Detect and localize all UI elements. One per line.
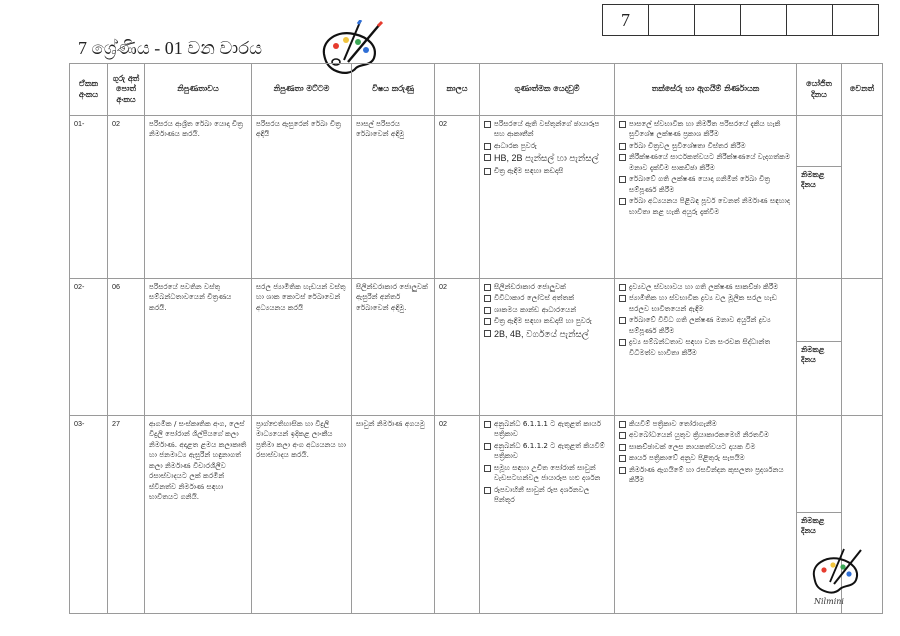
list-item: අනුබන්ධ 6.1.1.2 ට ඇතුළත් කියවීම් පත්‍රිකාව [484, 441, 610, 462]
list-item: රේඛාවේ විවිධ ගති ලක්ෂණ මනාව අයුරින් ද්‍රව්‍ය සම්පූර්ණ කිරීම [619, 315, 792, 336]
list-item: කියවීම් පත්‍රිකාව තෝරාගැනීම [619, 419, 792, 429]
competency-level-cell: ප්‍රාග්ඓතිහාසික හා විදුලි මාධ්‍යයෙන් ඉදිකළ ලාංකීය ප්‍රතිමා කලා අංග අධ්‍යයනය හා රසාස්වාදය කරයි. [252, 416, 352, 614]
page-number: 7 [602, 4, 649, 36]
table-header-row [70, 64, 883, 116]
competency-level-cell: පරිසරය ඇසුරෙන් රේඛා චිත්‍ර අඳියි [252, 116, 352, 279]
page-number-boxes [603, 4, 879, 36]
list-item: අවබෝධයෙන් යුතුව ක්‍රියාකාරකමෙහි නිරතවීම [619, 430, 792, 440]
quality-inputs-cell [480, 416, 615, 614]
unit-number: 02- [70, 279, 108, 416]
assessment-criteria-cell [615, 116, 797, 279]
signature-text: Nilmini [814, 597, 844, 606]
list-item: අනුබන්ධ 6.1.1.1 ට ඇතුළත් කාර්ය පත්‍රිකාව [484, 419, 610, 440]
page-title: 7 ශ්‍රේණිය - 01 වන වාරය [78, 38, 263, 58]
list-item: ජ්‍යාමිතික හා ස්වභාවික ද්‍රව්‍ය වල මූලික සරල හැඩ සරලව භාවිතයෙන් ඇඳීම [619, 293, 792, 314]
other-cell [842, 116, 883, 279]
list-item: කාර්ය පත්‍රිකාවේ අනුව පිළිතුරු සැපයීම [619, 453, 792, 463]
completed-date-label: නිමකළ දිනය [797, 341, 841, 368]
empty-box [786, 4, 833, 36]
empty-box [832, 4, 879, 36]
empty-box [694, 4, 741, 36]
competency-cell: පරිසරය ආශ්‍රිත රේඛා යොදා චිත්‍ර නිර්මාණය කරයි. [145, 116, 252, 279]
column-header: තක්සේරු හා ඇගයීම් නිර්ණායක [615, 64, 797, 116]
column-header: ඒකක අංකය [70, 64, 108, 116]
list-item: සාකච්ඡාවක් ලෙස නායකත්වයට දායක වීම [619, 442, 792, 452]
list-item: සමූහ සඳහා උචිත පෝරාන් සාවුන් වැඩසටහන්වල ජායාරූප හළු දර්ශන [484, 463, 610, 484]
lesson-plan-table [69, 63, 883, 614]
assessment-criteria-cell [615, 416, 797, 614]
proposed-date-cell [797, 116, 842, 279]
assessment-criteria-cell [615, 279, 797, 416]
competency-cell: පරිසරයේ පවතින වස්තු සම්බන්ධතාවයෙන් චිත්‍රණය කරයි. [145, 279, 252, 416]
teacher-guide-number: 06 [108, 279, 145, 416]
list-item: ආධාරක පුවරු [484, 141, 610, 151]
list-item: HB, 2B පැන්සල් හා පැන්සල් [484, 152, 610, 165]
list-item: රූපවාහිනී සාවුන් රූප දර්ශනවල පින්තූර [484, 485, 610, 506]
list-item: ද්‍රව්‍ය සම්බන්ධතාව සඳහා වන සංරචක සිද්ධාන්ත විධිමත්ව භාවිතා කිරීම [619, 337, 792, 358]
column-header: ගුරු අත් පොත් අංකය [108, 64, 145, 116]
teacher-guide-number: 02 [108, 116, 145, 279]
list-item: නිර්මාණ ඇගයීමේ හා රසවින්දන කුසලතා ප්‍රදර්ශනය කිරීම [619, 465, 792, 486]
column-header: විෂය කරුණු [352, 64, 435, 116]
list-item: විවිධාකාර ලෝටස් අත්තක් [484, 293, 610, 303]
column-header: කාලය [435, 64, 480, 116]
list-item: රේඛාවේ ගති ලක්ෂණ යොදා ගනිමින් රේඛා චිත්‍ර සම්පූර්ණ කිරීම [619, 174, 792, 195]
table-row [70, 279, 883, 416]
list-item: නිරීක්ෂණයේ සාර්ථකත්වයට නිරීක්ෂණයේ වැදගත්කම මනාව දැක්වීම සාකච්ඡා කිරීම [619, 152, 792, 173]
unit-number: 03- [70, 416, 108, 614]
list-item: ශාකමය කාන්ඩ ආධාරයෙන් [484, 305, 610, 315]
list-item: චිත්‍ර ඇඳීම සඳහා කඩදාසි [484, 166, 610, 176]
list-item: පාසලේ ස්වභාවික හා නිර්මිත පරිසරයේ දැකිය හැකි සුවිශේෂ ලක්ෂණ ප්‍රකාශ කිරීම [619, 119, 792, 140]
completed-date-label: නිමකළ දිනය [797, 166, 841, 193]
subject-content-cell: පාසල් පරිසරය රේඛාවෙන් අඳිමු [352, 116, 435, 279]
empty-box [648, 4, 695, 36]
table-row [70, 116, 883, 279]
column-header: නිපුණතාවය [145, 64, 252, 116]
column-header: වෙනත් [842, 64, 883, 116]
empty-box [740, 4, 787, 36]
list-item: චිත්‍ර ඇඳීම සඳහා කඩදාසි හා පුවරු [484, 316, 610, 326]
list-item: ද්‍රව්‍යවල ස්වභාවය හා ගති ලක්ෂණ සාකච්ඡා කිරීම [619, 282, 792, 292]
column-header: ගුණාත්මක යෙදවුම් [480, 64, 615, 116]
teacher-guide-number: 27 [108, 416, 145, 614]
subject-content-cell: සිලින්ඩරාකාර ජොලුවක් ඇසුරින් අන්තර් රේඛාවෙන් අඳිමු. [352, 279, 435, 416]
quality-inputs-cell [480, 279, 615, 416]
table-row [70, 416, 883, 614]
competency-level-cell: සරල ජ්‍යාමිතික හැඩයන් වස්තු හා ශාක කොටස් රේඛාවෙන් අධ්‍යයනය කරයි [252, 279, 352, 416]
unit-number: 01- [70, 116, 108, 279]
proposed-date-cell [797, 279, 842, 416]
quality-inputs-cell [480, 116, 615, 279]
list-item: රේඛා අධ්‍යයනය පිළිබඳ පූර්ව වෙනත් නිර්මාණ සඳහාද භාවිතා කළ හැකි අයුරු දැක්වීම [619, 196, 792, 217]
column-header: යෝජිත දිනය [797, 64, 842, 116]
other-cell [842, 279, 883, 416]
column-header: නිපුණතා මට්ටම [252, 64, 352, 116]
time-cell: 02 [435, 416, 480, 614]
list-item: පරිසරයේ ඇති වස්තුන්ගේ ඡායාරූප සහ ආකෘතීන් [484, 119, 610, 140]
list-item: සිලින්ඩරාකාර ජොලුවක් [484, 282, 610, 292]
time-cell: 02 [435, 116, 480, 279]
completed-date-label: නිමකළ දිනය [797, 512, 841, 539]
list-item: රේඛා චිත්‍රවල සුවිශේෂතා විස්තර කිරීම [619, 141, 792, 151]
subject-content-cell: සාවුන් නිර්මාණ අගයමු [352, 416, 435, 614]
list-item: 2B, 4B, වර්ගයේ පැන්සල් [484, 328, 610, 341]
time-cell: 02 [435, 279, 480, 416]
paint-palette-signature-logo [808, 546, 864, 608]
competency-cell: ආගමික / සංස්කෘතික අංග, ලෙස් විදුලි පෝරාන් ශිල්පීයගේ කලා නිර්මාණ. අදාළත ළමය කලාකෘති හා ජනමාධ්‍ය ඇසුරින් හඳුනාගත් කලා නිර්මාණ විචාරශීලීව රසාස්වාදයට ලක් කරමින් ස්වීනත්ව නිර්මාණ සඳහා භාවිතයට ගනියි. [145, 416, 252, 614]
